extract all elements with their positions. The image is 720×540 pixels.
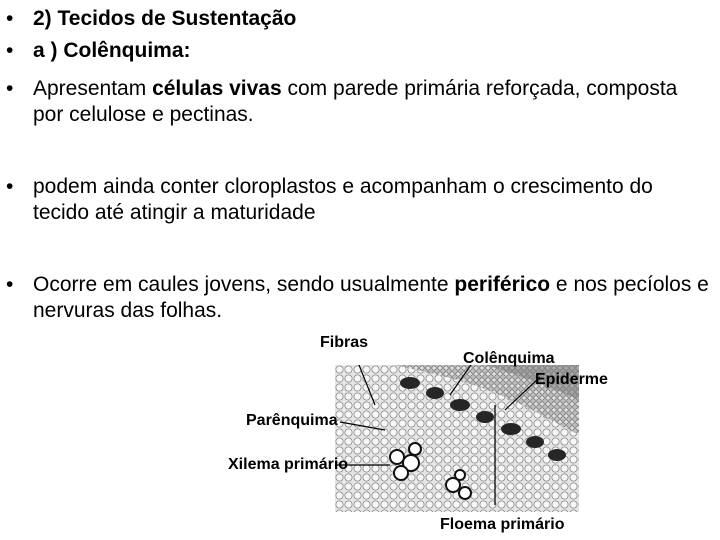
label-parenquima: Parênquima	[246, 412, 338, 429]
bullet-text	[33, 272, 713, 324]
label-epiderme: Epiderme	[535, 371, 608, 388]
bullet-dot: •	[6, 7, 14, 30]
bullet-text-bold: células vivas	[152, 77, 282, 100]
label-fibras: Fibras	[320, 334, 369, 351]
bullet-text: podem ainda conter cloroplastos e acompanham o crescimento do tecido até atingir a maturidade	[33, 175, 653, 224]
bullet-text-normal: Apresentam	[33, 77, 153, 100]
bullet-dot: •	[6, 39, 14, 62]
label-colenquima: Colênquima	[463, 350, 555, 367]
bullet-dot: •	[6, 175, 14, 198]
bullet-dot: •	[6, 77, 14, 100]
label-xilema: Xilema primário	[228, 456, 349, 473]
bullet-text	[33, 6, 713, 32]
bullet-text-bold: a ) Colênquima:	[33, 39, 191, 62]
bullet-text-normal: com parede primária reforçada, composta por celulose e pectinas.	[33, 77, 678, 126]
bullet-text-normal: e nos pecíolos e nervuras das folhas.	[33, 273, 709, 322]
bullet-text-bold: periférico	[454, 273, 551, 296]
bullet-text	[33, 38, 713, 64]
bullet-text	[33, 76, 713, 128]
bullet-text-normal: Ocorre em caules jovens, sendo usualmente	[33, 273, 455, 296]
bullet-text-bold: 2) Tecidos de Sustentação	[33, 7, 297, 30]
label-floema: Floema primário	[440, 516, 565, 533]
bullet-dot: •	[6, 273, 14, 296]
